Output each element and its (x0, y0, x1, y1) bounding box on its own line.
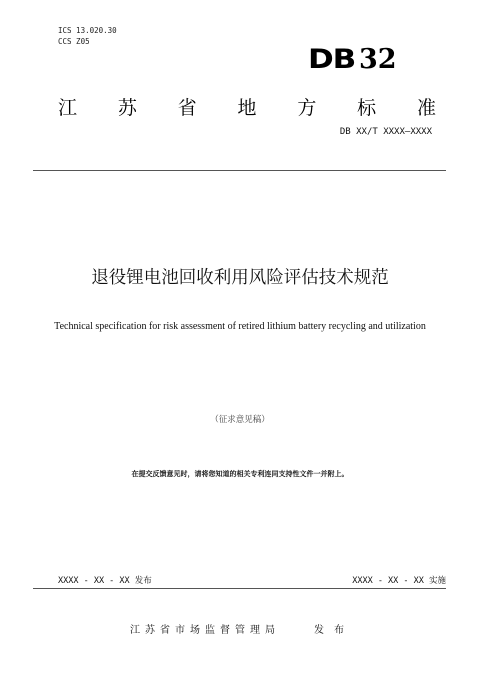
logo-prefix: DB (308, 44, 356, 75)
implement-date: XXXX - XX - XX 实施 (352, 576, 446, 586)
standard-type-char: 标 (357, 97, 377, 119)
standard-type-heading (58, 93, 436, 120)
standard-type-char: 苏 (117, 97, 137, 119)
publish-date: XXXX - XX - XX 发布 (58, 576, 152, 586)
standard-number: DB XX/T XXXX—XXXX (339, 127, 432, 137)
document-title-en: Technical specification for risk assessment of retired lithium battery recycling and utilization (54, 321, 426, 332)
issuer-action: 发布 (314, 625, 354, 636)
standard-type-char: 江 (58, 97, 78, 119)
standard-type-char: 方 (297, 97, 317, 119)
ccs-code: CCS Z05 (58, 37, 90, 46)
ics-code: ICS 13.020.30 (58, 26, 117, 35)
issuer-line (130, 621, 354, 636)
footer-divider (33, 588, 446, 589)
logo-number: 32 (359, 44, 397, 75)
draft-status: （征求意见稿） (210, 415, 270, 425)
standard-type-char: 省 (177, 97, 197, 119)
header-divider (33, 170, 446, 171)
document-title-cn: 退役锂电池回收利用风险评估技术规范 (91, 268, 389, 288)
standard-type-char: 准 (416, 97, 436, 119)
patent-notice: 在提交反馈意见时，请将您知道的相关专利连同支持性文件一并附上。 (131, 470, 349, 478)
issuer-organization: 江苏省市场监督管理局 (130, 625, 280, 636)
db32-logo (308, 44, 397, 75)
standard-type-char: 地 (237, 97, 257, 119)
